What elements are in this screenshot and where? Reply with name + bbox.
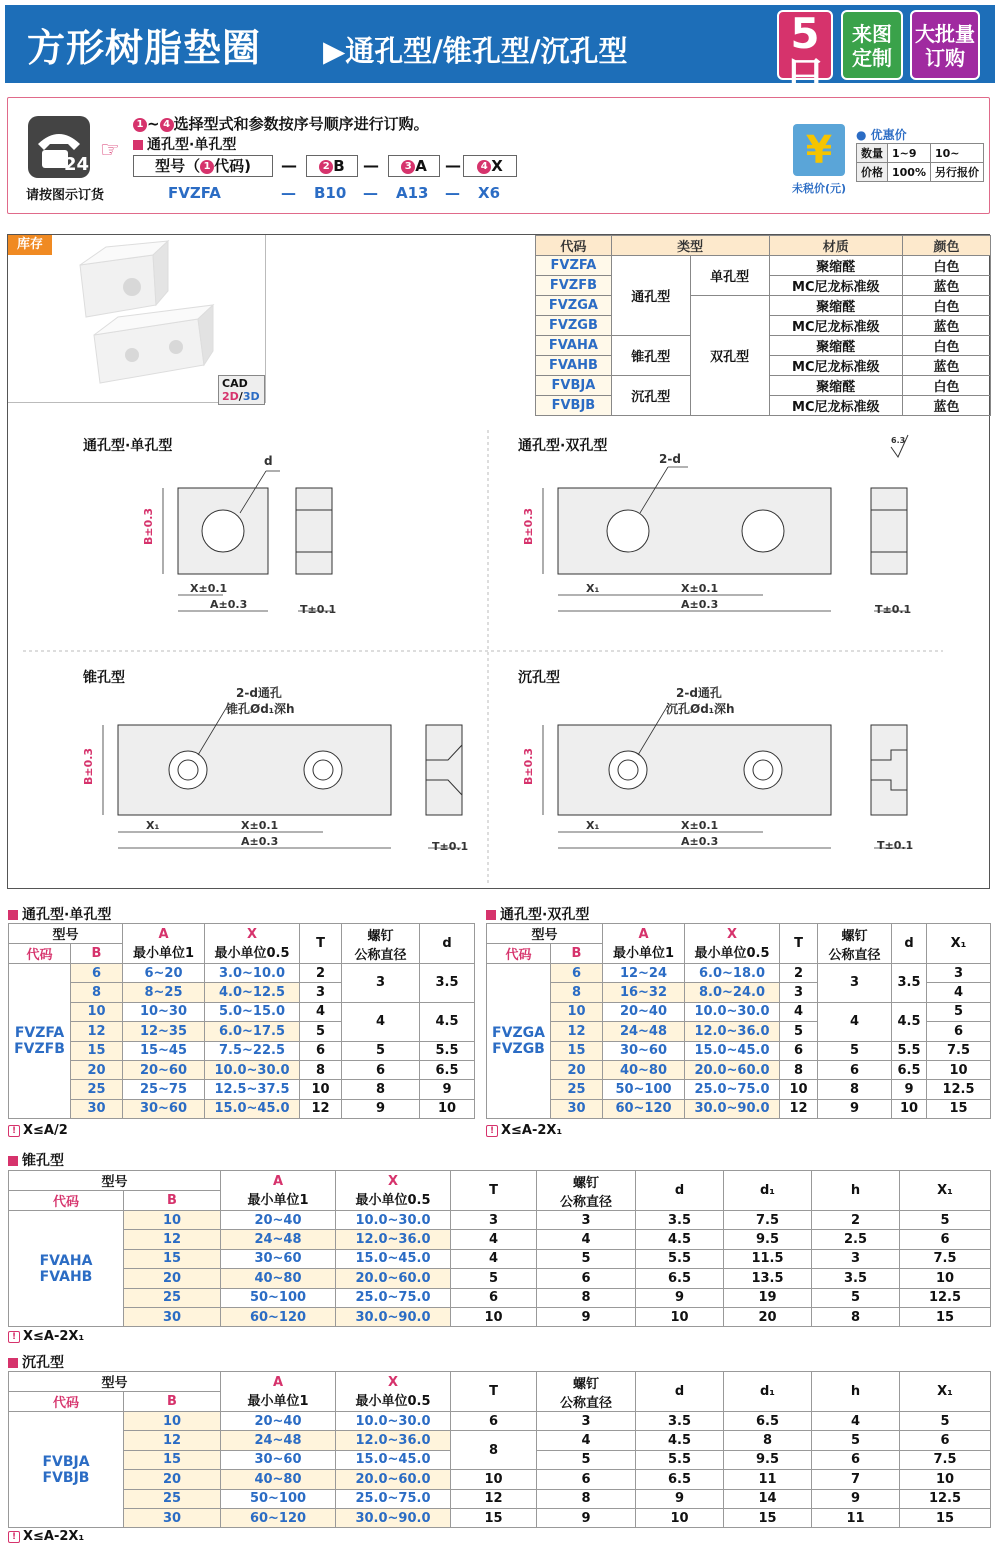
- section-title-double: 通孔型·双孔型: [486, 904, 589, 924]
- drawing-label-counterbore: 沉孔型: [518, 670, 560, 686]
- price-table: 数量 1~9 10~ 价格 100% 另行报价: [856, 143, 984, 182]
- svg-text:X±0.1: X±0.1: [241, 819, 279, 832]
- product-block: [7, 234, 990, 889]
- example-x: X6: [478, 184, 501, 202]
- spec-table-single: 型号 A 最小单位1 X 最小单位0.5 T 螺钉 公称直径 d 代码 B FVZFA FVZFB 6 6~20 3.0~10.0 2 3 3.5 8 8~25 4.0~12.5 3 10 10~30 5.0~15.0 4 4 4.5 12 12~35 6.0~17.5 5 15 15~45 7.5~22.5 6 5 5.5 20 20~60 10.0~30.0 8 6 6.5 25 25~75 12.5~37.5 10 8 9 30 30~60 15.0~45.0 12 9 10: [8, 923, 475, 1119]
- custom-drawing-badge: 来图定制: [841, 10, 903, 80]
- order-guide: [7, 97, 990, 214]
- svg-text:X₁: X₁: [586, 582, 600, 595]
- header-bar: [5, 5, 995, 120]
- svg-text:锥孔Ød₁深h: 锥孔Ød₁深h: [226, 702, 295, 716]
- svg-text:B±0.3: B±0.3: [522, 507, 535, 545]
- five-day-badge: 5日 发货: [777, 10, 833, 80]
- svg-text:2-d: 2-d: [659, 452, 681, 466]
- page-subtitle: ▶通孔型/锥孔型/沉孔型: [323, 34, 628, 68]
- svg-text:24: 24: [64, 154, 90, 175]
- note-cone: ! X≤A-2X₁: [8, 1329, 84, 1344]
- svg-text:X±0.1: X±0.1: [190, 582, 228, 595]
- material-table: 代码 类型 材质 颜色 FVZFA 通孔型 单孔型 聚缩醛 白色 FVZFB MC尼龙标准级 蓝色 FVZGA 双孔型 聚缩醛 白色 FVZGB MC尼龙标准级 蓝色 FVAHA 锥孔型 聚缩醛 白色 FVAHB MC尼龙标准级 蓝色 FVBJA 沉孔型 聚缩醛 白色 FVBJB MC尼龙标准级 蓝色: [535, 235, 991, 416]
- example-dash: —: [445, 184, 460, 202]
- note-double: ! X≤A-2X₁: [486, 1123, 562, 1138]
- svg-text:6.3: 6.3: [891, 436, 906, 445]
- note-single: ! X≤A/2: [8, 1123, 68, 1138]
- svg-text:X±0.1: X±0.1: [681, 819, 719, 832]
- separator: —: [363, 156, 379, 175]
- example-code: FVZFA: [168, 184, 221, 202]
- model-code-box: 型号（ 1 代码): [133, 155, 273, 177]
- stock-label: 库存: [8, 235, 52, 255]
- svg-text:X₁: X₁: [586, 819, 600, 832]
- technical-drawings: [8, 235, 991, 890]
- svg-text:B±0.3: B±0.3: [522, 747, 535, 785]
- svg-text:X₁: X₁: [146, 819, 160, 832]
- bulk-order-badge: 大批量订购: [910, 10, 980, 80]
- svg-text:2-d通孔: 2-d通孔: [236, 686, 282, 700]
- spec-table-double: 型号 A 最小单位1 X 最小单位0.5 T 螺钉 公称直径 d X₁ 代码 B FVZGA FVZGB 6 12~24 6.0~18.0 2 3 3.5 3 8 16~32 8.0~24.0 3 4 10 20~40 10.0~30.0 4 4 4.5 5 12 24~48 12.0~36.0 5 6 15 30~60 15.0~45.0 6 5 5.5 7.5 20 40~80 20.0~60.0 8 6 6.5 10 25 50~100 25.0~75.0 10 8 9 12.5 30 60~120 30.0~90.0 12 9 10 15: [486, 923, 991, 1119]
- svg-text:T±0.1: T±0.1: [877, 839, 914, 852]
- section-title-counterbore: 沉孔型: [8, 1352, 64, 1372]
- spec-table-cone: 型号 A 最小单位1 X 最小单位0.5 T 螺钉 公称直径 d d₁ h X₁ 代码 B FVAHA FVAHB 10 20~40 10.0~30.0 3 3 3.5 7.5 2 5 12 24~48 12.0~36.0 4 4 4.5 9.5 2.5 6 15 30~60 15.0~45.0 4 5 5.5 11.5 3 7.5 20 40~80 20.0~60.0 5 6 6.5 13.5 3.5 10 25 50~100 25.0~75.0 6 8 9 19 5 12.5 30 60~120 30.0~90.0 10 9 10 20 8 15: [8, 1170, 991, 1327]
- phone-caption: 请按图示订货: [26, 188, 105, 203]
- svg-text:X±0.1: X±0.1: [681, 582, 719, 595]
- svg-text:A±0.3: A±0.3: [241, 835, 279, 848]
- example-b: B10: [314, 184, 347, 202]
- svg-text:d: d: [264, 454, 273, 468]
- note-counterbore: ! X≤A-2X₁: [8, 1529, 84, 1544]
- section-title-cone: 锥孔型: [8, 1150, 64, 1170]
- svg-text:2-d通孔: 2-d通孔: [676, 686, 722, 700]
- section-title-single: 通孔型·单孔型: [8, 904, 111, 924]
- phone-24h-icon: [28, 116, 90, 178]
- discount-title: ● 优惠价: [856, 128, 907, 142]
- pointing-hand-icon: ☞: [100, 138, 120, 163]
- a-box: 3 A: [388, 155, 440, 177]
- b-box: 2 B: [306, 155, 358, 177]
- cad-download-button[interactable]: CAD 2D/3D: [218, 375, 265, 405]
- svg-text:T±0.1: T±0.1: [300, 603, 337, 616]
- x-box: 4 X: [463, 155, 517, 177]
- example-a: A13: [396, 184, 429, 202]
- step-instruction: 1 ~ 4 选择型式和参数按序号顺序进行订购。: [133, 113, 429, 134]
- spec-table-counterbore: 型号 A 最小单位1 X 最小单位0.5 T 螺钉 公称直径 d d₁ h X₁ 代码 B FVBJA FVBJB 10 20~40 10.0~30.0 6 3 3.5 6.5 4 5 12 24~48 12.0~36.0 8 4 4.5 8 5 6 15 30~60 15.0~45.0 5 5.5 9.5 6 7.5 20 40~80 20.0~60.0 10 6 6.5 11 7 10 25 50~100 25.0~75.0 12 8 9 14 9 12.5 30 60~120 30.0~90.0 15 9 10 15 11 15: [8, 1371, 991, 1528]
- svg-text:A±0.3: A±0.3: [681, 598, 719, 611]
- svg-text:沉孔Ød₁深h: 沉孔Ød₁深h: [666, 702, 735, 716]
- page-title: 方形树脂垫圈: [27, 26, 262, 70]
- svg-text:T±0.1: T±0.1: [432, 840, 469, 853]
- separator: —: [445, 156, 461, 175]
- yen-icon: ¥: [793, 124, 845, 176]
- order-type-line: 通孔型·单孔型: [133, 134, 236, 154]
- drawing-label-single: 通孔型·单孔型: [83, 438, 173, 454]
- svg-text:B±0.3: B±0.3: [142, 507, 155, 545]
- svg-text:A±0.3: A±0.3: [681, 835, 719, 848]
- example-dash: —: [363, 184, 378, 202]
- separator: —: [281, 156, 297, 175]
- drawing-label-double: 通孔型·双孔型: [518, 438, 608, 454]
- svg-text:A±0.3: A±0.3: [210, 598, 248, 611]
- drawing-label-cone: 锥孔型: [83, 670, 125, 686]
- svg-text:B±0.3: B±0.3: [82, 747, 95, 785]
- example-dash: —: [281, 184, 296, 202]
- price-caption: 未税价(元): [792, 182, 847, 195]
- svg-text:T±0.1: T±0.1: [875, 603, 912, 616]
